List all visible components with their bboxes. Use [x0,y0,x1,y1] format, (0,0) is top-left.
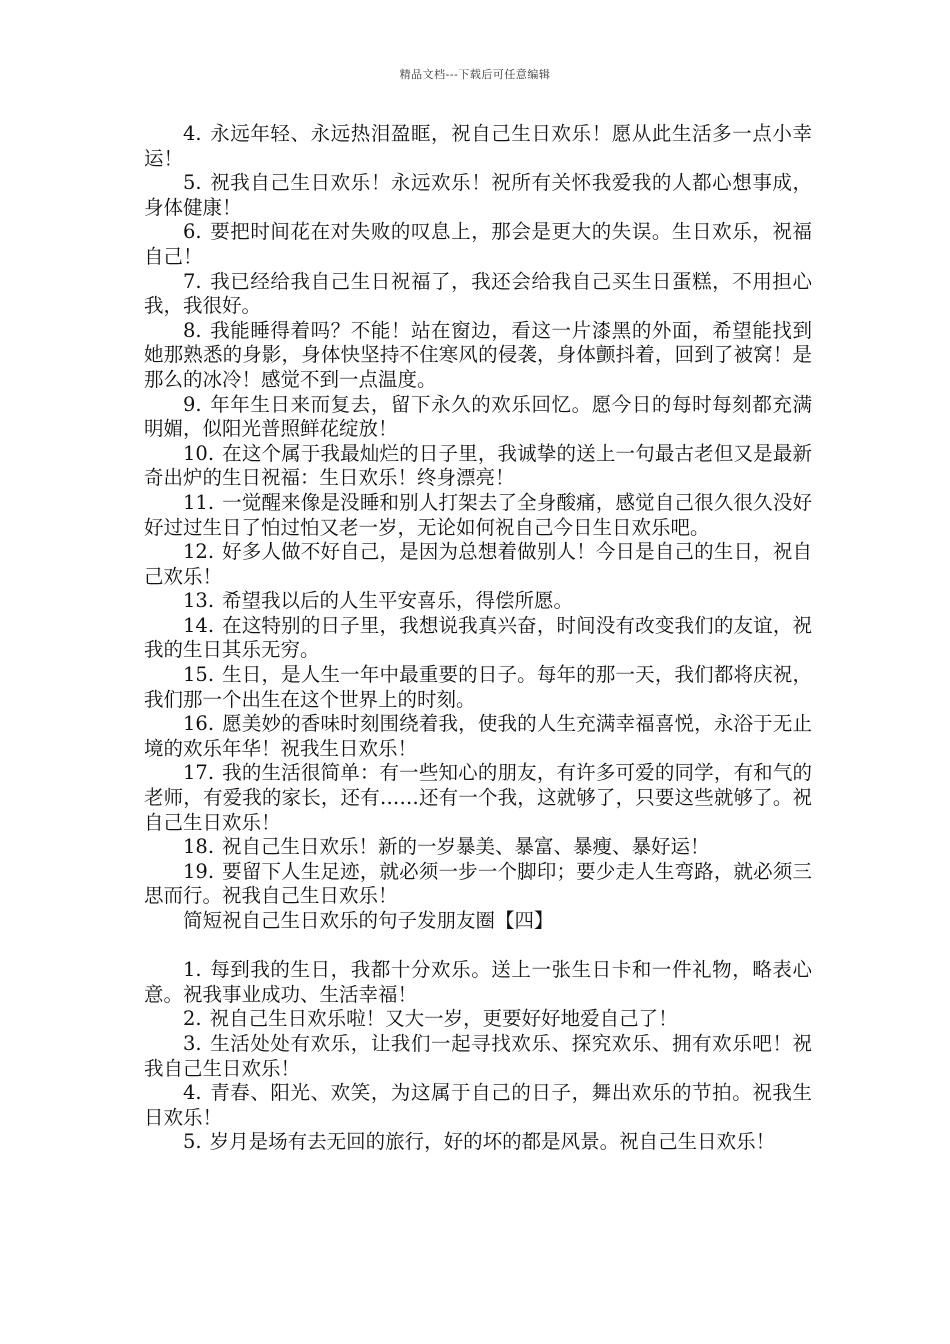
item-number: 15. [183,663,215,687]
item-number: 19. [183,859,215,883]
item-text: 在这特别的日子里，我想说我真兴奋，时间没有改变我们的友谊，祝我的生日其乐无穷。 [144,613,812,662]
item-text: 我能睡得着吗？不能！站在窗边，看这一片漆黑的外面，希望能找到她那熟悉的身影，身体快坚持不住寒风的侵袭，身体颤抖着，回到了被窝！是那么的冰冷！感觉不到一点温度。 [144,318,812,391]
item-number: 4. [183,1081,202,1105]
item-text: 每到我的生日，我都十分欢乐。送上一张生日卡和一件礼物，略表心意。祝我事业成功、生活幸福！ [144,958,812,1006]
page-header: 精品文档---下载后可任意编辑 [399,68,551,81]
list-item [144,663,812,712]
item-text: 祝自己生日欢乐！新的一岁暴美、暴富、暴瘦、暴好运！ [222,835,710,859]
list-item [144,491,812,540]
document-body [144,122,812,1155]
item-number: 1. [183,958,202,982]
item-number: 17. [183,761,215,785]
list-item [144,270,812,319]
list-item [144,122,812,171]
item-number: 8. [183,318,202,342]
item-text: 岁月是场有去无回的旅行，好的坏的都是风景。祝自己生日欢乐！ [209,1130,776,1154]
list-item [144,958,812,1007]
item-number: 2. [183,1007,202,1031]
item-number: 7. [183,269,202,293]
item-number: 11. [183,490,215,514]
item-text: 好多人做不好自己，是因为总想着做别人！今日是自己的生日，祝自己欢乐！ [144,540,812,588]
item-number: 6. [183,220,202,244]
item-text: 要留下人生足迹，就必须一步一个脚印；要少走人生弯路，就必须三思而行。祝我自己生日欢乐！ [144,859,812,908]
item-text: 一觉醒来像是没睡和别人打架去了全身酸痛，感觉自己很久很久没好好过过生日了怕过怕又老一岁，无论如何祝自己今日生日欢乐吧。 [144,490,812,539]
list-item [144,319,812,393]
item-text: 在这个属于我最灿烂的日子里，我诚挚的送上一句最古老但又是最新奇出炉的生日祝福：生日欢乐！终身漂亮！ [144,441,812,490]
item-text: 生活处处有欢乐，让我们一起寻找欢乐、探究欢乐、拥有欢乐吧！祝我自己生日欢乐！ [144,1031,812,1080]
item-number: 12. [183,540,215,564]
list-item [144,860,812,909]
item-text: 我已经给我自己生日祝福了，我还会给我自己买生日蛋糕，不用担心我，我很好。 [144,269,812,318]
item-number: 4. [183,122,202,145]
item-number: 13. [183,589,215,613]
item-number: 5. [183,171,202,195]
item-text: 祝我自己生日欢乐！永远欢乐！祝所有关怀我爱我的人都心想事成，身体健康！ [144,171,812,219]
item-text: 我的生活很简单：有一些知心的朋友，有许多可爱的同学，有和气的老师，有爱我的家长，还有……还有一个我，这就够了，只要这些就够了。祝自己生日欢乐！ [144,761,812,834]
item-text: 希望我以后的人生平安喜乐，得偿所愿。 [222,589,574,613]
item-number: 9. [183,392,202,416]
item-text: 青春、阳光、欢笑，为这属于自己的日子，舞出欢乐的节拍。祝我生日欢乐！ [144,1081,812,1129]
item-number: 10. [183,441,215,465]
section-wishes-continued [144,122,812,909]
item-text: 年年生日来而复去，留下永久的欢乐回忆。愿今日的每时每刻都充满明媚，似阳光普照鲜花绽放！ [144,392,812,441]
list-item [144,589,812,614]
section-heading: 简短祝自己生日欢乐的句子发朋友圈【四】 [183,909,554,932]
item-number: 16. [183,712,215,736]
list-item [144,393,812,442]
list-item [144,220,812,269]
item-text: 祝自己生日欢乐啦！又大一岁，更要好好地爱自己了！ [209,1007,678,1031]
list-item [144,712,812,761]
list-item [144,761,812,835]
list-item [144,614,812,663]
item-number: 3. [183,1031,202,1055]
item-number: 18. [183,835,215,859]
item-text: 愿美妙的香味时刻围绕着我，使我的人生充满幸福喜悦，永浴于无止境的欢乐年华！祝我生日欢乐！ [144,712,812,760]
item-number: 5. [183,1130,202,1154]
list-item [144,540,812,589]
section-four-wishes [144,958,812,1155]
list-item [144,1130,812,1155]
item-text: 永远年轻、永远热泪盈眶，祝自己生日欢乐！愿从此生活多一点小幸运！ [144,122,812,170]
list-item [144,835,812,860]
item-number: 14. [183,613,215,637]
list-item [144,1081,812,1130]
item-text: 要把时间花在对失败的叹息上，那会是更大的失误。生日欢乐，祝福自己！ [144,220,812,268]
list-item [144,1032,812,1081]
list-item [144,442,812,491]
list-item [144,171,812,220]
list-item [144,1007,812,1032]
item-text: 生日，是人生一年中最重要的日子。每年的那一天，我们都将庆祝，我们那一个出生在这个世界上的时刻。 [144,663,812,711]
